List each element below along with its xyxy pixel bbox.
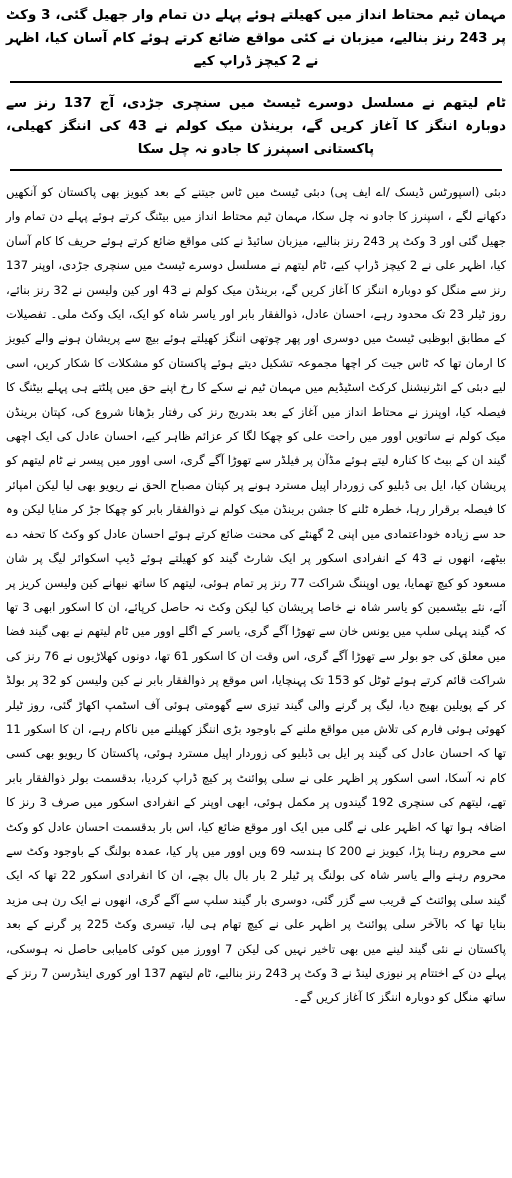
- article-body: دبئی (اسپورٹس ڈیسک /اے ایف پی) دبئی ٹیسٹ میں ٹاس جیتنے کے بعد کیویز بھی پاکستان کو آنکھیں دکھانے لگے ، اسپنرز کا جادو نہ چل سکا، مہمان ٹیم محتاط انداز میں بیٹنگ کرتے ہوئے پہلے دن تمام وار جھیل گئی اور 3 وکٹ پر 243 رنز بنالیے، میزبان سائیڈ نے کئی مواقع ضائع کرتے ہوئے حریف کا کام آسان کیا، اظہر علی نے 2 کیچز ڈراپ کیے، ٹام لیتھم نے مسلسل دوسرے ٹیسٹ میں سنچری جڑدی، اوپنر 137 رنز سے منگل کو دوبارہ اننگز کا آغاز کریں گے، برینڈن میک کولم نے 43 اور کین ولیسن نے 32 رنز بنائے، روز ٹیلر 23 تک محدود رہے، احسان عادل، ذوالفقار بابر اور یاسر شاہ کو ایک، ایک وکٹ ملی۔ تفصیلات کے مطابق ابوظبی ٹیسٹ میں دوسری اور پھر چوتھی اننگز کھیلتے ہوئے بیچ سے پریشان ہونے والے کیویز کا ارمان تھا کہ ٹاس جیت کر اچھا مجموعہ تشکیل دیتے ہوئے پاکستان کو مشکلات کا شکار کریں، اسی لیے دبئی کے انٹرنیشنل کرکٹ اسٹیڈیم میں مہمان ٹیم نے سکے کا رخ اپنے حق میں پلٹتے ہی پہلے بیٹنگ کا فیصلہ کیا، اوپنرز نے محتاط انداز میں آغاز کے بعد بتدریج رنز کی رفتار بڑھانا شروع کی، کپتان برینڈن میک کولم نے ساتویں اوور میں راحت علی کو چھکا لگا کر عزائم ظاہر کیے، احسان عادل کی ایک اچھی گیند ان کے بیٹ کا کنارہ لیتے ہوئے مڈآن پر فیلڈر سے تھوڑا آگے گری، اسی اوور میں پیسر نے ٹام لیتھم کو پریشان کیا، ایل بی ڈبلیو کی زوردار اپیل مسترد ہونے پر کپتان مصباح الحق نے ریویو بھی لیا لیکن امپائر کا فیصلہ برقرار رہا، خطرہ ٹلنے کا جشن برینڈن میک کولم نے ذوالفقار بابر کو چھکا جڑ کر منایا لیکن وہ حد سے زیادہ خوداعتمادی میں اپنی 2 گھنٹے کی محنت ضائع کرتے ہوئے احسان عادل کو وکٹ کا تحفہ دے بیٹھے، انھوں نے 43 کے انفرادی اسکور پر ایک شارٹ گیند کو کھیلتے ہوئے ڈیپ اسکوائر لیگ پر شان مسعود کو کیچ تھمایا، یوں اوپننگ شراکت 77 رنز پر تمام ہوئی، لیتھم کا ساتھ نبھانے کین ولیسن کریز پر آئے، نئے بیٹسمین کو یاسر شاہ نے خاصا پریشان کیا لیکن وکٹ نہ حاصل کرپائے، ان کا اسکور ابھی 3 تھا کہ گیند پہلی سلپ میں یونس خان سے تھوڑا آگے گری، یاسر کے اگلے اوور میں ٹام لیتھم نے بھی گیند فضا میں معلق کی جو بولر سے تھوڑا آگے گری، اس وقت ان کا اسکور 61 تھا، دونوں کھلاڑیوں نے 76 رنز کی شراکت قائم کرتے ہوئے ٹوٹل کو 153 تک پہنچایا، اس موقع پر ذوالفقار بابر نے کین ولیسن کو 32 پر بولڈ کر کے پویلین بھیج دیا، لیگ پر گرنے والی گیند تیزی سے گھومتی ہوئی آف اسٹمپ اکھاڑ گئی، روز ٹیلر کھوئی ہوئی فارم کی تلاش میں مواقع ملنے کے باوجود بڑی اننگز کھیلنے میں ناکام رہے، ان کا اسکور 11 تھا کہ احسان عادل کی گیند پر ایل بی ڈبلیو کی زوردار اپیل مسترد ہوئی، پاکستان کا ریویو بھی کسی کام نہ آسکا، اسی اسکور پر اظہر علی نے سلی پوائنٹ پر کیچ ڈراپ کردیا، بدقسمت بولر ذوالفقار بابر تھے، لیتھم کی سنچری 192 گیندوں پر مکمل ہوئی، ابھی اوپنر کے انفرادی اسکور میں صرف 3 رنز کا اضافہ ہوا تھا کہ اظہر علی نے گلی میں ایک اور موقع ضائع کیا، اس بار بدقسمت احسان عادل کو وکٹ سے محروم رہنا پڑا، کیویز نے 200 کا ہندسہ 69 ویں اوور میں پار کیا، عمدہ بولنگ کے باوجود وکٹ سے محروم رہنے والے یاسر شاہ کی بولنگ پر ٹیلر 2 بار بال بال بچے، ان کا انفرادی اسکور 22 تھا کہ ایک گیند سلی پوائنٹ کے قریب سے گزر گئی، دوسری بار گیند سلپ سے آگے گری، انھوں نے ایک رن ہی مزید بنایا تھا کہ بالآخر سلی پوائنٹ پر اظہر علی نے کیچ تھام ہی لیا، تیسری وکٹ 225 پر گرنے کے بعد پاکستان نے نئی گیند لینے میں بھی تاخیر نہیں کی لیکن 7 اوورز میں کوئی کامیابی حاصل نہ ہوسکی، پہلے دن کے اختتام پر نیوزی لینڈ نے 3 وکٹ پر 243 رنز بنالیے، ٹام لیتھم 137 اور کوری اینڈرسن 7 رنز کے ساتھ منگل کو دوبارہ اننگز کا آغاز کریں گے۔: [6, 185, 507, 1005]
- headline-primary: مہمان ٹیم محتاط انداز میں کھیلتے ہوئے پہلے دن تمام وار جھیل گئی، 3 وکٹ پر 243 رنز بنالیے، میزبان نے کئی مواقع ضائع کرتے ہوئے کام آسان کیا، اظہر نے 2 کیچز ڈراپ کیے: [6, 8, 506, 69]
- body-divider: [10, 169, 502, 171]
- headline-secondary: ٹام لیتھم نے مسلسل دوسرے ٹیسٹ میں سنچری جڑدی، آج 137 رنز سے دوبارہ اننگز کا آغاز کریں گے، برینڈن میک کولم نے 43 کی اننگز کھیلی، پاکستانی اسپنرز کا جادو نہ چل سکا: [6, 96, 507, 157]
- headline-divider: [10, 81, 502, 83]
